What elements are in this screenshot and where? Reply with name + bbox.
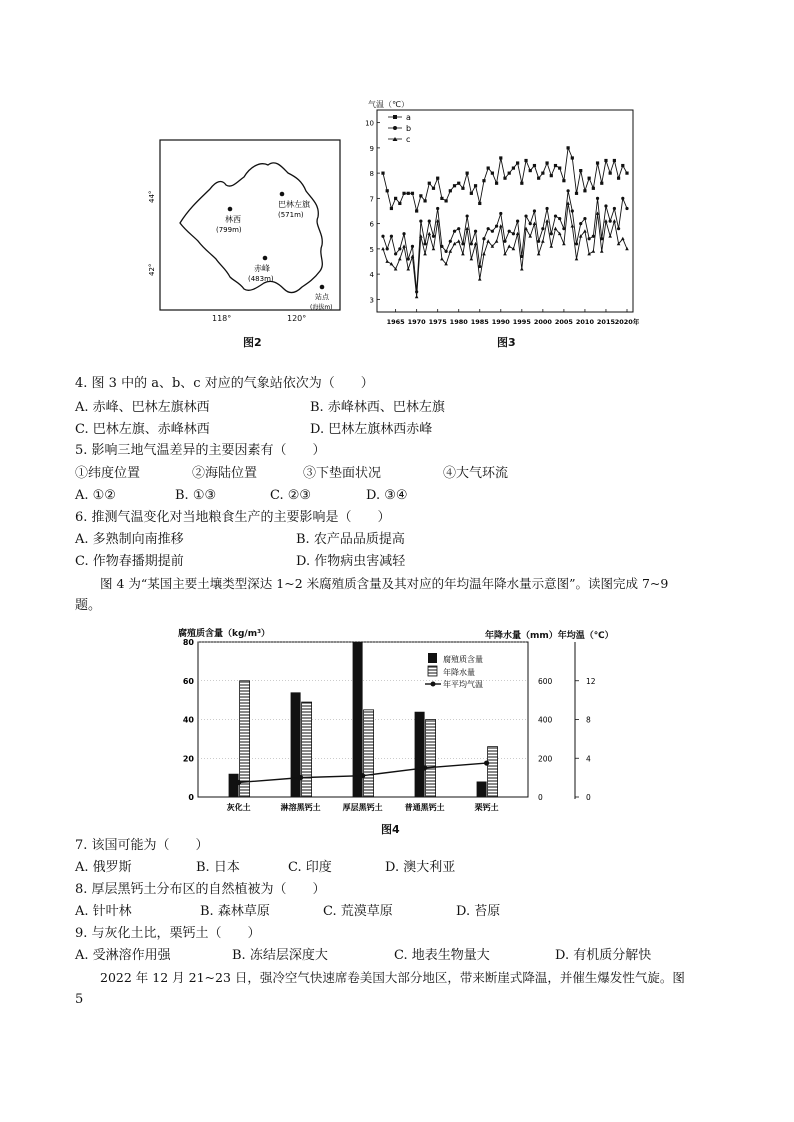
q9-option-c: C. 地表生物量大 xyxy=(394,948,490,963)
series-b-point xyxy=(524,214,527,217)
fig3-chart xyxy=(362,108,652,330)
fig3-xtick-label: 1965 xyxy=(386,318,405,326)
series-b-point xyxy=(466,214,469,217)
fig4-temp-tick-label: 8 xyxy=(586,715,591,725)
fig4-precip-tick-label: 200 xyxy=(538,754,553,764)
series-a-point xyxy=(537,177,540,180)
series-a-point xyxy=(575,192,578,195)
series-b-point xyxy=(554,214,557,217)
q5-item-4: ④大气环流 xyxy=(443,466,509,481)
series-b-point xyxy=(381,235,384,238)
series-b-point xyxy=(512,232,515,235)
fig3-xtick-label: 1985 xyxy=(470,318,489,326)
series-a-point xyxy=(428,182,431,185)
precip-bar xyxy=(426,720,436,798)
series-a-point xyxy=(499,156,502,159)
fig3-ytick-label: 5 xyxy=(369,245,374,254)
fig3-ytick-label: 3 xyxy=(369,296,374,305)
series-a-point xyxy=(533,164,536,167)
series-b-point xyxy=(533,209,536,212)
series-a-point xyxy=(478,202,481,205)
q6-option-a: A. 多熟制向南推移 xyxy=(75,532,184,547)
series-a-point xyxy=(625,172,628,175)
fig3-ytick-label: 8 xyxy=(369,170,374,179)
fig3-xtick-label: 1975 xyxy=(428,318,447,326)
fig4-caption: 图4 xyxy=(381,823,400,836)
intro-fig4: 图 4 为“某国主要土壤类型深达 1~2 米腐殖质含量及其对应的年均温年降水量示意图”。读图完成 7~9 xyxy=(100,576,669,591)
series-a-point xyxy=(558,166,561,169)
q5-option-b: B. ①③ xyxy=(175,488,217,503)
q4-option-a: A. 赤峰、巴林左旗林西 xyxy=(75,400,210,415)
series-b-point xyxy=(419,220,422,223)
series-b-point xyxy=(482,237,485,240)
fig3-ytick-label: 7 xyxy=(369,195,374,204)
precip-bar xyxy=(364,710,374,797)
fig4-chart xyxy=(170,636,610,816)
legend-elev: (海拔m) xyxy=(310,304,333,311)
series-b-point xyxy=(625,207,628,210)
series-a-point xyxy=(545,161,548,164)
q7-option-b: B. 日本 xyxy=(196,860,240,875)
legend-site: 站点 xyxy=(315,293,329,301)
series-a-point xyxy=(411,192,414,195)
series-b-point xyxy=(407,257,410,260)
fig3-xtick-label: 2005 xyxy=(554,318,573,326)
series-a-point xyxy=(503,177,506,180)
series-a-point xyxy=(588,177,591,180)
series-a-point xyxy=(516,161,519,164)
intro-fig4-cont: 题。 xyxy=(75,598,102,613)
series-a-point xyxy=(415,209,418,212)
series-a-point xyxy=(609,172,612,175)
series-b-point xyxy=(423,242,426,245)
series-b-point xyxy=(579,222,582,225)
q9-option-b: B. 冻结层深度大 xyxy=(232,948,328,963)
series-a-point xyxy=(592,187,595,190)
humus-bar xyxy=(477,782,487,798)
series-a-point xyxy=(461,187,464,190)
series-b-point xyxy=(621,197,624,200)
series-b-point xyxy=(567,189,570,192)
series-a-point xyxy=(386,189,389,192)
precip-bar xyxy=(302,702,312,797)
series-b-point xyxy=(575,242,578,245)
q9-option-a: A. 受淋溶作用强 xyxy=(75,948,171,963)
series-a-point xyxy=(453,184,456,187)
fig4-category-label: 普通黑钙土 xyxy=(404,803,445,812)
series-a-point xyxy=(541,172,544,175)
fig3-caption: 图3 xyxy=(497,336,516,349)
series-b-point xyxy=(428,220,431,223)
series-b-point xyxy=(411,245,414,248)
fig4-left-tick-label: 20 xyxy=(182,754,194,764)
fig3-ytick-label: 9 xyxy=(369,144,374,153)
series-b-point xyxy=(445,250,448,253)
fig4-temp-tick-label: 12 xyxy=(586,676,596,686)
series-a-point xyxy=(423,199,426,202)
q8-option-d: D. 苔原 xyxy=(456,904,501,919)
series-b-point xyxy=(436,207,439,210)
series-a-point xyxy=(554,164,557,167)
elev-balinzuoqi: (571m) xyxy=(278,211,304,219)
series-b-point xyxy=(402,232,405,235)
place-balinzuoqi: 巴林左旗 xyxy=(278,200,310,209)
series-b-point xyxy=(474,230,477,233)
series-a-point xyxy=(550,174,553,177)
q9-option-d: D. 有机质分解快 xyxy=(555,948,652,963)
series-a-point xyxy=(419,194,422,197)
series-b-point xyxy=(449,240,452,243)
q5-option-a: A. ①② xyxy=(75,488,116,503)
fig4-left-tick-label: 40 xyxy=(182,715,194,725)
series-a-point xyxy=(596,161,599,164)
q5-item-3: ③下垫面状况 xyxy=(303,466,382,481)
series-a-point xyxy=(398,202,401,205)
series-b-point xyxy=(508,230,511,233)
series-a-point xyxy=(440,197,443,200)
intro-fig5-cont: 5 xyxy=(75,992,84,1007)
series-b-point xyxy=(390,235,393,238)
fig4-legend xyxy=(425,653,483,689)
series-b-point xyxy=(613,207,616,210)
elev-linxi: (799m) xyxy=(216,226,242,234)
q4-option-b: B. 赤峰林西、巴林左旗 xyxy=(310,400,445,415)
fig2-caption: 图2 xyxy=(243,336,262,349)
legend-c: c xyxy=(406,135,411,144)
fig3-ytick-label: 6 xyxy=(369,220,374,229)
temp-point xyxy=(236,780,241,785)
series-b-point xyxy=(545,207,548,210)
legend-humus: 腐殖质含量 xyxy=(443,655,483,664)
q6-option-b: B. 农产品品质提高 xyxy=(296,532,405,547)
q4-option-d: D. 巴林左旗林西赤峰 xyxy=(310,422,433,437)
q7-option-c: C. 印度 xyxy=(288,860,332,875)
series-a-point xyxy=(445,199,448,202)
lon-120: 120° xyxy=(287,314,307,323)
humus-bar xyxy=(229,774,239,797)
fig3-xtick-label: 1995 xyxy=(512,318,531,326)
fig3-xtick-label: 2000 xyxy=(533,318,552,326)
fig3-xtick-label: 2010 xyxy=(575,318,594,326)
temp-point xyxy=(298,775,303,780)
series-b-point xyxy=(386,247,389,250)
fig3-xtick-label: 2020年 xyxy=(614,318,640,326)
series-a-point xyxy=(617,177,620,180)
q5-item-1: ①纬度位置 xyxy=(75,466,141,481)
q6-option-d: D. 作物病虫害减轻 xyxy=(296,554,406,569)
series-b-point xyxy=(541,227,544,230)
question-6: 6. 推测气温变化对当地粮食生产的主要影响是（ ） xyxy=(75,510,391,525)
fig3-xtick-label: 2015 xyxy=(596,318,616,326)
series-b-point xyxy=(432,235,435,238)
q8-option-a: A. 针叶林 xyxy=(75,904,132,919)
fig3-ytick-label: 10 xyxy=(365,119,374,128)
series-a-point xyxy=(407,192,410,195)
series-a-point xyxy=(604,159,607,162)
fig4-left-tick-label: 60 xyxy=(182,676,194,686)
legend-temp: 年平均气温 xyxy=(443,680,483,689)
series-a-point xyxy=(436,177,439,180)
series-b-point xyxy=(495,225,498,228)
legend-b: b xyxy=(406,124,412,133)
fig3-ylabel: 气温（℃） xyxy=(368,100,409,109)
temp-point xyxy=(422,765,427,770)
series-a-point xyxy=(491,172,494,175)
series-a-point xyxy=(562,179,565,182)
q4-option-c: C. 巴林左旗、赤峰林西 xyxy=(75,422,210,437)
q8-option-c: C. 荒漠草原 xyxy=(323,904,393,919)
elev-chifeng: (483m) xyxy=(248,275,274,283)
humus-bar xyxy=(415,712,425,797)
series-a-point xyxy=(482,179,485,182)
fig4-category-label: 淋溶黑钙土 xyxy=(280,803,321,812)
temp-point xyxy=(484,760,489,765)
series-a-point xyxy=(508,172,511,175)
q5-item-2: ②海陆位置 xyxy=(192,466,258,481)
question-9: 9. 与灰化土比，栗钙土（ ） xyxy=(75,926,261,941)
question-4: 4. 图 3 中的 a、b、c 对应的气象站依次为（ ） xyxy=(75,376,374,391)
lon-118: 118° xyxy=(212,314,232,323)
fig4-temp-tick-label: 4 xyxy=(586,754,591,764)
intro-fig5: 2022 年 12 月 21~23 日，强冷空气快速席卷美国大部分地区，带来断崖式降温，并催生爆发性气旋。图 xyxy=(100,970,685,985)
series-b-point xyxy=(491,230,494,233)
series-b-point xyxy=(516,220,519,223)
q5-option-d: D. ③④ xyxy=(366,488,408,503)
fig4-category-label: 栗钙土 xyxy=(474,803,499,812)
series-b-point xyxy=(550,232,553,235)
series-a-point xyxy=(470,192,473,195)
legend-a: a xyxy=(406,113,411,122)
series-b-point xyxy=(453,230,456,233)
q7-option-a: A. 俄罗斯 xyxy=(75,860,132,875)
series-a-point xyxy=(381,172,384,175)
series-a-point xyxy=(583,189,586,192)
series-b-point xyxy=(394,252,397,255)
series-a-point xyxy=(449,189,452,192)
fig4-precip-tick-label: 600 xyxy=(538,676,553,686)
series-b-point xyxy=(604,204,607,207)
series-b-point xyxy=(571,209,574,212)
fig4-category-label: 厚层黑钙土 xyxy=(342,803,383,812)
question-7: 7. 该国可能为（ ） xyxy=(75,838,209,853)
series-b-point xyxy=(499,212,502,215)
q5-option-c: C. ②③ xyxy=(270,488,312,503)
question-8: 8. 厚层黑钙土分布区的自然植被为（ ） xyxy=(75,882,326,897)
series-a-point xyxy=(520,182,523,185)
fig3-ytick-label: 4 xyxy=(369,271,374,280)
q8-option-b: B. 森林草原 xyxy=(200,904,270,919)
series-a-point xyxy=(512,166,515,169)
series-b-point xyxy=(583,217,586,220)
series-a-point xyxy=(390,207,393,210)
fig3-xtick-label: 1980 xyxy=(449,318,468,326)
fig3-xtick-label: 1990 xyxy=(491,318,510,326)
series-a-point xyxy=(474,184,477,187)
series-b-point xyxy=(470,242,473,245)
figure-2 xyxy=(150,137,348,315)
series-a-point xyxy=(613,159,616,162)
fig4-left-tick-label: 80 xyxy=(182,638,194,647)
series-a-point xyxy=(621,164,624,167)
precip-bar xyxy=(488,747,498,797)
humus-bar xyxy=(291,692,301,797)
fig4-left-tick-label: 0 xyxy=(188,793,194,802)
fig4-left-axis-title: 腐殖质含量（kg/m³） xyxy=(178,629,271,639)
place-linxi: 林西 xyxy=(225,215,241,224)
series-b-point xyxy=(588,237,591,240)
series-b-point xyxy=(487,227,490,230)
lat-42: 42° xyxy=(148,263,156,276)
series-b-point xyxy=(609,220,612,223)
series-b-point xyxy=(596,197,599,200)
fig4-precip-tick-label: 0 xyxy=(538,793,543,802)
series-a-point xyxy=(394,197,397,200)
place-chifeng: 赤峰 xyxy=(254,264,270,273)
series-b-point xyxy=(529,222,532,225)
legend-precip: 年降水量 xyxy=(443,668,475,677)
series-b-point xyxy=(617,227,620,230)
map-figure xyxy=(150,137,348,315)
lat-44: 44° xyxy=(148,190,156,203)
series-a-point xyxy=(457,182,460,185)
series-a-point xyxy=(579,169,582,172)
precip-bar xyxy=(240,681,250,797)
series-a-point xyxy=(567,146,570,149)
question-5: 5. 影响三地气温差异的主要因素有（ ） xyxy=(75,443,326,458)
series-b-point xyxy=(398,247,401,250)
series-a-point xyxy=(402,192,405,195)
fig4-right-axis-title: 年降水量（mm）年均温（℃） xyxy=(485,631,614,641)
series-a-point xyxy=(487,166,490,169)
temp-point xyxy=(360,773,365,778)
q6-option-c: C. 作物春播期提前 xyxy=(75,554,184,569)
fig4-category-label: 灰化土 xyxy=(226,803,251,812)
series-b-point xyxy=(503,240,506,243)
series-a-point xyxy=(432,187,435,190)
fig3-xtick-label: 1970 xyxy=(407,318,426,326)
fig4-precip-tick-label: 400 xyxy=(538,715,553,725)
series-a-point xyxy=(571,156,574,159)
series-a-point xyxy=(524,159,527,162)
fig4-temp-tick-label: 0 xyxy=(586,793,591,802)
series-b-point xyxy=(558,217,561,220)
series-a-point xyxy=(600,182,603,185)
q7-option-d: D. 澳大利亚 xyxy=(385,860,456,875)
series-a-point xyxy=(466,172,469,175)
series-a-point xyxy=(529,169,532,172)
series-a-point xyxy=(495,182,498,185)
series-b-point xyxy=(457,227,460,230)
series-b-point xyxy=(537,240,540,243)
